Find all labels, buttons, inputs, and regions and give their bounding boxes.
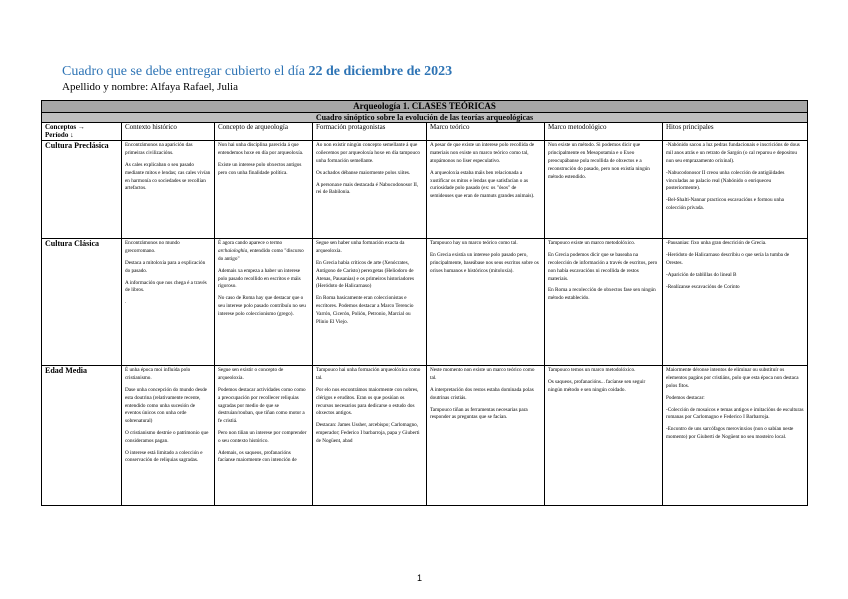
student-name: Apellido y nombre: Alfaya Rafael, Julia bbox=[62, 81, 238, 93]
cell-media-marco-teorico: Neste momento non existe un marco teórico como tal. A interpretación dos restos estaba dominada polas doutrinas cristiás. Tampouco tiñan as ferramentas necesarias para responder as preguntas que se facían. bbox=[427, 366, 545, 506]
cell-clasica-contexto: Encontrámonos no mundo grecorromano. Destaca a mitoloxía para a explicación do pasado. A información que nos chega é a través de libros. . bbox=[122, 239, 215, 366]
page-number: 1 bbox=[417, 573, 423, 583]
table-row bbox=[42, 239, 808, 366]
table-subtitle: Cuadro sinóptico sobre la evolución de las teorías arqueológicas bbox=[42, 113, 808, 123]
cell-preclasica-marco-metodologico: Non existe un método. Si podemos dicir que principalmente en Mesopotamia e o Exeo preocupábanse pola recollida de obxectos e a reconstrución do pasado, pero non existía ningún método estendido. bbox=[545, 141, 663, 239]
row-label-clasica: Cultura Clásica bbox=[42, 239, 122, 366]
cell-preclasica-concepto: Non hai unha disciplina parecida á que entendemos hoxe en día por arqueoloxía. Existe un interese polo obxectos antigos pero con unha finalidade política. bbox=[215, 141, 313, 239]
cell-media-formacion: Tampouco hai unha formación arqueolóxica como tal. Por elo nos encontrámos maiormente con nobres, clérigos e eruditos. Eran os que posiúan os recursos necesarios para dedicarse o estudo dos obxectos antigos. Destacan: James Ussher, arcebispo; Carlomagno, emperador; Federico I barbarroja, papa y Giuberti de Nogüent, abad bbox=[313, 366, 427, 506]
cell-preclasica-marco-teorico: A pesar de que existe un interese polo recollida de materiais non existe un marco teórico como tal, atopámonos no liser especulativo. A arqueoloxía estaba máis ben relacionada a xustificar os mitos e lendas que satisfacían o as curiosidade polo pasado (ex: os "ósos" de semideuses que eran de mamuts grandes animais). bbox=[427, 141, 545, 239]
cell-clasica-marco-teorico: Tampouco hay un marco teórico como tal. En Grecia existía un interese polo pasado pero, principalmente, baseábase nos seus escritos sobre os orixes humanos e históricos (mitoloxía). bbox=[427, 239, 545, 366]
cell-preclasica-formacion: Ao non existir ningún concepto semellante á que coñecemos por arqueoloxía hoxe en día tampouco unha formación semellante. Os achados débanse maiormente polos xiites. A personaxe mais destacada é Nabucodonosor II, rei de Babilonia. bbox=[313, 141, 427, 239]
header-contexto: Contexto histórico bbox=[122, 123, 215, 141]
table-row bbox=[42, 366, 808, 506]
cell-clasica-formacion: Segue sen haber unha formación exacta da arqueoloxía. En Grecia había críticos de arte (Xenócrates, Antígono de Caristo) perexgetas (Heliodoro de Atenas, Pausanias) e os primeiros historiadores (Heródoto de Halicarnaso) En Roma basicamente eran coleccionistas e escritores. Podemos destacar a Marco Terencio Varrón, Cicerón, Polión, Petronio, Marcial ou Plinio El Viejo. bbox=[313, 239, 427, 366]
cell-clasica-marco-metodologico: Tampouco existe un marco metodolóxico. En Grecia podemos dicir que se baseaba na recolección de información a través de escritos, pero non había escavacións ni recollida de restos materiais. En Roma a recolección de obxectos fase sen ningún método establecido. bbox=[545, 239, 663, 366]
synoptic-table bbox=[41, 100, 808, 506]
header-marco-metodologico: Marco metodológico bbox=[545, 123, 663, 141]
cell-preclasica-contexto: Encontrámonos na aparición das primeiras civilizacións. As cales explicaban o seu pasado mediante mitos e lendas; cas cales vivían en harmonía co sociedades se recollían artefactos. bbox=[122, 141, 215, 239]
cell-clasica-hitos: -Pausanias: fixo unha gran descrición de Grecia. -Heródoto de Halicarnaso describiu o que sería la tumba de Orestes. -Aparición de tablillas do lineal B -Realízanse escavacións de Corinto bbox=[663, 239, 808, 366]
header-marco-teorico: Marco teórico bbox=[427, 123, 545, 141]
cell-media-concepto: Segue sen existir o concepto de arqueoloxía. Podemos destacar actividades como como a preocupación por recollecer reliquias sagradas por medio de que se destruían/rouban, que tiñan como motor a fe cristiá. Pero non tiñan un interese por comprender o seu contexto histórico. Ademais, os saqueos, profanacións facíanse maiormente con intención de bbox=[215, 366, 313, 506]
due-date: 22 de diciembre de 2023 bbox=[308, 64, 453, 79]
table-row bbox=[42, 141, 808, 239]
cell-media-hitos: Maiormente déronse intentos de eliminar ou substituír os elementos pagáns por cristiáns, polo que esta época non destaca polos fitos. Podemos destacar: -Colección de mosaicos e temas antigos e imitacións de esculturas romanas por Carlomagno e Federico I Barbarroja. -Encontro de uns sarcófagos merovinxios (non o sabían neste momento) por Giuberti de Nogüent no seu mosteiro local. bbox=[663, 366, 808, 506]
cell-clasica-concepto: É agora cando aparece o termo archaiologhia, entendido como "discurso do antigo" Ademais xa empeza a haber un interese polo pasado recollido en escritos e máis rigoroso. No caso de Roma hay que destacar que o seu interese polo pasado contribuíu no seu interese polo coleccionismo (grego). bbox=[215, 239, 313, 366]
row-label-preclasica: Cultura Preclásica bbox=[42, 141, 122, 239]
header-conceptos-periodo: Conceptos → Período ↓ bbox=[42, 123, 122, 141]
cell-preclasica-hitos: -Nabónido sacou a luz pedras fundacionais e inscricións de dous mil anos atrás e un retrato de Sargón (o cal reparou e depositou nun seu emprazamento orixinal). -Nabucodonosor II creou unha colección de antigüidades vinculadas ao palacio real (Nabónido o enriqueceu posteriormente). -Bel-Shalti-Nannar practicou escavacións e formou unha colección privada. bbox=[663, 141, 808, 239]
header-concepto: Concepto de arqueología bbox=[215, 123, 313, 141]
document-title: Cuadro que se debe entregar cubierto el día 22 de diciembre de 2023 bbox=[62, 64, 453, 79]
cell-media-contexto: É unha época moi influída polo cristianismo. Dase unha concepción do mundo desde esta doutrina (relativamente recente, entendido como unha sucesión de eventos únicos con unha orde sobrenatural) O cristianismo destrúe o patrimonio que consideramos pagan. O interese está limitado a colección e conservación de reliquias sagradas. bbox=[122, 366, 215, 506]
header-hitos: Hitos principales bbox=[663, 123, 808, 141]
row-label-media: Edad Media bbox=[42, 366, 122, 506]
table-title: Arqueología 1. CLASES TEÓRICAS bbox=[42, 101, 808, 113]
header-formacion: Formación protagonistas bbox=[313, 123, 427, 141]
cell-media-marco-metodologico: Tampouco temos un marco metodolóxico. Os saqueos, profanacións... facíanse sen seguir ningún método e sen ningún coidado. bbox=[545, 366, 663, 506]
